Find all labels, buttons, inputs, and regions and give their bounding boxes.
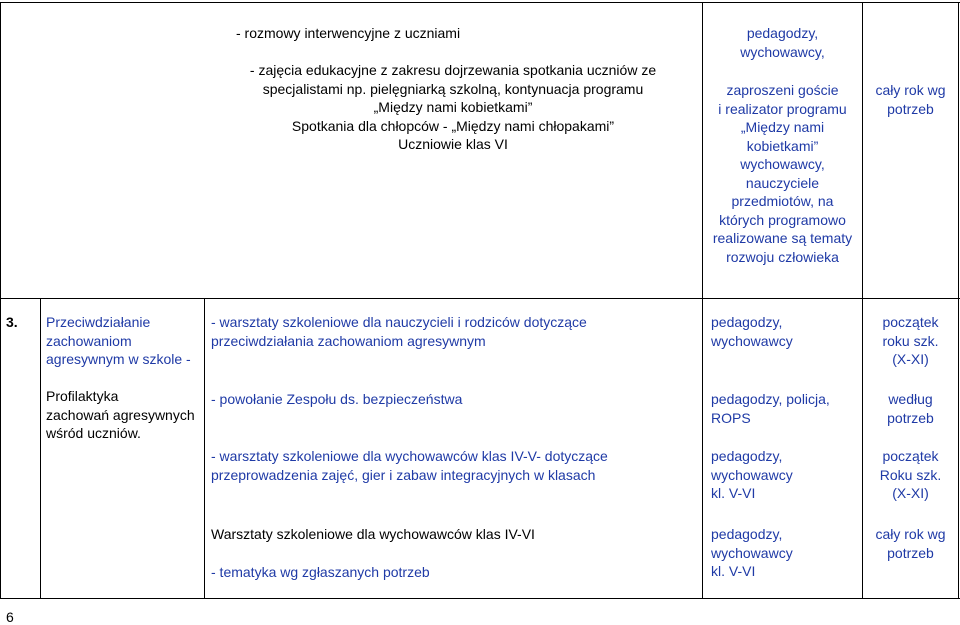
responsible-text: kl. V-VI xyxy=(711,563,756,579)
responsible-text: pedagodzy, xyxy=(746,25,819,41)
responsible-text: wychowawcy xyxy=(711,466,793,483)
topic-text: Profilaktyka xyxy=(46,388,119,404)
responsible-text: ROPS xyxy=(711,409,751,426)
activity-item: przeciwdziałania zachowaniom agresywnym xyxy=(211,332,486,349)
activity-item: - powołanie Zespołu ds. bezpieczeństwa xyxy=(211,391,463,407)
activity-item: Warsztaty szkoleniowe dla wychowawców klas IV-VI xyxy=(211,526,535,542)
term-text: Roku szk. xyxy=(879,466,942,483)
responsible-text: pedagodzy, xyxy=(711,526,783,542)
responsible-cell xyxy=(703,81,862,266)
term-text: cały rok wg xyxy=(875,526,946,542)
responsible-text: pedagodzy, xyxy=(711,448,783,464)
activities-cell xyxy=(211,525,699,544)
activities-cell xyxy=(211,447,699,484)
term-text: (X-XI) xyxy=(892,351,929,367)
responsible-text: przedmiotów, na xyxy=(731,193,834,209)
topic-text: wśród uczniów. xyxy=(46,425,141,441)
term-cell xyxy=(863,447,958,503)
activity-item: Uczniowie klas VI xyxy=(398,136,508,152)
responsible-text: realizowane są tematy xyxy=(712,230,853,246)
activities-cell xyxy=(208,61,698,154)
activity-item: - tematyka wg zgłaszanych potrzeb xyxy=(211,564,430,580)
activities-cell xyxy=(211,563,699,582)
responsible-text: pedagodzy, policja, xyxy=(711,391,830,407)
responsible-cell xyxy=(711,447,861,503)
topic-text: zachowaniom xyxy=(46,332,132,349)
responsible-cell xyxy=(703,24,862,61)
responsible-text: wychowawcy xyxy=(711,544,793,561)
activity-item: Spotkania dla chłopców - „Między nami chłopakami” xyxy=(291,117,615,134)
row-number: 3. xyxy=(6,314,18,330)
table-border-left xyxy=(0,2,1,599)
page-number: 6 xyxy=(6,609,14,625)
table-col-divider xyxy=(204,298,205,599)
term-text: początek xyxy=(882,448,939,464)
activities-cell xyxy=(211,313,699,350)
responsible-text: wychowawcy xyxy=(711,332,793,349)
responsible-text: rozwoju człowieka xyxy=(726,248,839,265)
table-col-divider xyxy=(40,298,41,599)
responsible-text: pedagodzy, xyxy=(711,314,783,330)
activity-item: przeprowadzenia zajęć, gier i zabaw integracyjnych w klasach xyxy=(211,466,596,483)
activity-item: - warsztaty szkoleniowe dla wychowawców klas IV-V- dotyczące xyxy=(211,448,608,464)
term-text: początek xyxy=(882,314,939,330)
table-border-top xyxy=(0,2,960,3)
responsible-text: kl. V-VI xyxy=(711,485,756,501)
responsible-text: wychowawcy, xyxy=(740,43,825,60)
activity-item: - rozmowy interwencyjne z uczniami xyxy=(236,25,461,41)
activity-item: „Między nami kobietkami” xyxy=(373,99,533,115)
topic-text: zachowań agresywnych xyxy=(46,406,195,423)
responsible-text: nauczyciele xyxy=(745,174,820,191)
term-cell xyxy=(863,81,958,118)
term-text: potrzeb xyxy=(887,544,934,561)
term-text: potrzeb xyxy=(887,100,934,117)
term-text: cały rok wg xyxy=(875,82,946,98)
responsible-text: wychowawcy, xyxy=(740,156,825,172)
responsible-text: zaproszeni goście xyxy=(726,82,839,98)
term-text: roku szk. xyxy=(882,332,939,349)
responsible-text: i realizator programu xyxy=(718,100,847,117)
table-border-right xyxy=(958,2,959,599)
activities-cell xyxy=(211,390,699,409)
term-text: według xyxy=(888,391,933,407)
responsible-cell xyxy=(711,313,861,350)
activity-item: - warsztaty szkoleniowe dla nauczycieli i rodziców dotyczące xyxy=(211,314,587,330)
responsible-text: „Między nami xyxy=(740,119,825,135)
topic-cell xyxy=(46,313,202,369)
table-row-divider xyxy=(0,298,960,299)
responsible-text: kobietkami” xyxy=(746,137,819,154)
term-cell xyxy=(863,525,958,562)
responsible-text: których programowo xyxy=(719,211,846,228)
topic-text: Przeciwdziałanie xyxy=(46,314,151,330)
activities-cell xyxy=(236,24,696,43)
term-text: potrzeb xyxy=(887,409,934,426)
topic-text: agresywnym w szkole - xyxy=(46,351,191,367)
term-cell xyxy=(863,390,958,427)
table-border-bottom xyxy=(0,598,960,599)
responsible-cell xyxy=(711,390,861,427)
activity-item: - zajęcia edukacyjne z zakresu dojrzewania spotkania uczniów ze xyxy=(249,62,657,78)
responsible-cell xyxy=(711,525,861,581)
activity-item: specjalistami np. pielęgniarką szkolną, kontynuacja programu xyxy=(262,80,644,97)
term-text: (X-XI) xyxy=(892,485,929,501)
topic-cell xyxy=(46,387,202,443)
term-cell xyxy=(863,313,958,369)
